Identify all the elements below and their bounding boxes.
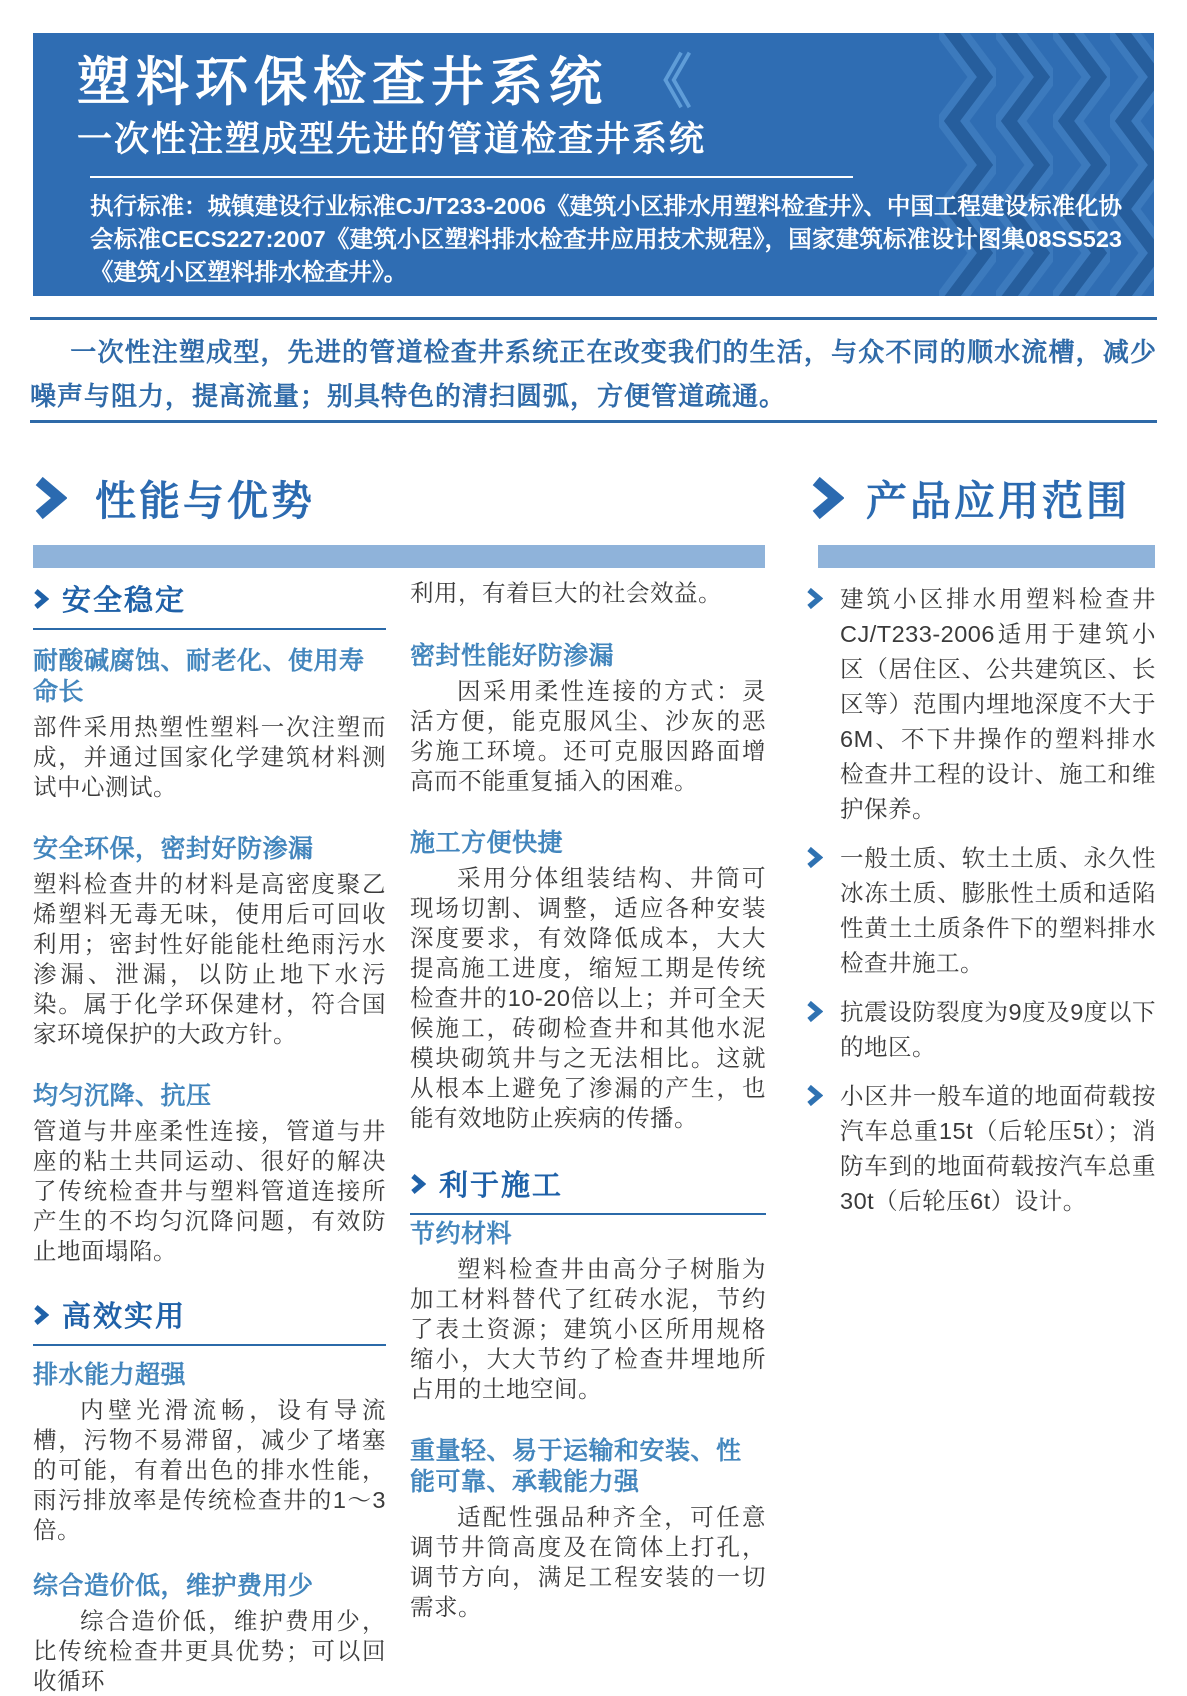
feature-heading: 耐酸碱腐蚀、耐老化、使用寿命长 [33, 647, 365, 706]
application-bullet-list [806, 582, 1156, 1219]
feature-body: 部件采用热塑性塑料一次注塑而成，并通过国家化学建筑材料测试中心测试。 [33, 714, 386, 800]
subsection-construction-friendly [410, 1163, 766, 1215]
feature-block [33, 1360, 386, 1545]
feature-body: 内壁光滑流畅，设有导流槽，污物不易滞留，减少了堵塞的可能，有着出色的排水性能，雨污排放率是传统检查井的1～3倍。 [33, 1397, 386, 1543]
performance-column-2 [410, 578, 766, 1622]
feature-body: 综合造价低，维护费用少，比传统检查井更具优势；可以回收循环 [33, 1608, 386, 1694]
feature-body: 管道与井座柔性连接，管道与井座的粘土共同运动、很好的解决了传统检查井与塑料管道连接所产生的不均匀沉降问题，有效防止地面塌陷。 [33, 1118, 386, 1264]
list-item [806, 1079, 1156, 1219]
feature-block [410, 828, 766, 1133]
bullet-text: 抗震设防裂度为9度及9度以下的地区。 [840, 999, 1156, 1060]
feature-body: 适配性强品种齐全，可任意调节井筒高度及在筒体上打孔，调节方向，满足工程安装的一切需求。 [410, 1504, 766, 1620]
performance-underline-bar [33, 545, 765, 568]
feature-heading: 密封性能好防渗漏 [410, 642, 615, 670]
feature-body: 采用分体组装结构、井筒可现场切割、调整，适应各种安装深度要求，有效降低成本，大大提高施工进度，缩短工期是传统检查井的10-20倍以上；并可全天候施工，砖砌检查井和其他水泥模块砌筑井与之无法相比。这就从根本上避免了渗漏的产生，也能有效地防止疾病的传播。 [410, 865, 766, 1131]
intro-paragraph: 一次性注塑成型，先进的管道检查井系统正在改变我们的生活，与众不同的顺水流槽，减少噪声与阻力，提高流量；别具特色的清扫圆弧，方便管道疏通。 [30, 337, 1157, 411]
subsection-efficient-practical [33, 1294, 386, 1346]
chevron-right-icon [33, 588, 49, 610]
section-performance-header [33, 468, 315, 527]
performance-column-1 [33, 578, 386, 1696]
header-divider-line [90, 176, 853, 178]
feature-heading: 重量轻、易于运输和安装、性能可靠、承载能力强 [410, 1437, 742, 1496]
feature-body: 塑料检查井的材料是高密度聚乙烯塑料无毒无味，使用后可回收利用；密封性好能能杜绝雨污水渗漏、泄漏，以防止地下水污染。属于化学环保建材，符合国家环境保护的大政方针。 [33, 871, 386, 1047]
bullet-text: 一般土质、软土土质、永久性冰冻土质、膨胀性土质和适陷性黄土土质条件下的塑料排水检查井施工。 [840, 845, 1156, 976]
page-title: 塑料环保检查井系统 [77, 53, 608, 112]
list-item [806, 582, 1156, 827]
bullet-text: 建筑小区排水用塑料检查井CJ/T233-2006适用于建筑小区（居住区、公共建筑区、长区等）范围内埋地深度不大于6M、不下井操作的塑料排水检查井工程的设计、施工和维护保养。 [840, 586, 1156, 822]
chevron-right-icon [806, 846, 823, 869]
title-guillemet-icon: 《 [634, 50, 693, 115]
list-item [806, 841, 1156, 981]
feature-block [410, 641, 766, 796]
feature-heading: 安全环保，密封好防渗漏 [33, 835, 314, 863]
intro-rule-bottom [30, 420, 1157, 423]
subsection-title: 利于施工 [439, 1170, 564, 1202]
application-underline-bar [818, 545, 1155, 568]
intro-rule-top [30, 317, 1157, 320]
feature-block [410, 1219, 766, 1404]
feature-block [33, 1081, 386, 1266]
bullet-text: 小区井一般车道的地面荷载按汽车总重15t（后轮压5t）；消防车到的地面荷载按汽车总重30t（后轮压6t）设计。 [840, 1083, 1156, 1214]
feature-block [33, 1571, 386, 1696]
subsection-safety-stability [33, 578, 386, 630]
chevron-right-icon [33, 1304, 49, 1326]
feature-body: 塑料检查井由高分子树脂为加工材料替代了红砖水泥，节约了表土资源；建筑小区所用规格缩小，大大节约了检查井埋地所占用的土地空间。 [410, 1256, 766, 1402]
header-banner [33, 33, 1154, 296]
feature-block [33, 646, 386, 802]
chevron-right-icon [410, 1173, 426, 1195]
feature-heading: 节约材料 [410, 1220, 513, 1248]
section-application-header [810, 468, 1130, 527]
subsection-title: 高效实用 [62, 1301, 187, 1333]
list-item [806, 995, 1156, 1065]
title-row [77, 50, 1137, 115]
feature-body: 因采用柔性连接的方式：灵活方便，能克服风尘、沙灰的恶劣施工环境。还可克服因路面增高而不能重复插入的困难。 [410, 678, 766, 794]
feature-heading: 综合造价低，维护费用少 [33, 1572, 314, 1600]
subsection-title: 安全稳定 [62, 585, 187, 617]
section-performance-title: 性能与优势 [95, 478, 315, 524]
chevron-right-icon [806, 587, 823, 610]
feature-heading: 排水能力超强 [33, 1361, 187, 1389]
feature-heading: 均匀沉降、抗压 [33, 1082, 212, 1110]
chevron-right-icon [33, 475, 67, 521]
chevron-right-icon [810, 475, 844, 521]
header-content [77, 50, 1137, 289]
feature-block [410, 1436, 766, 1622]
feature-block [33, 834, 386, 1049]
application-column [806, 578, 1156, 1233]
standards-text: 执行标准：城镇建设行业标准CJ/T233-2006《建筑小区排水用塑料检查井》、中国工程建设标准化协会标准CECS227:2007《建筑小区塑料排水检查井应用技术规程》，国家建筑标准设计图集08SS523《建筑小区塑料排水检查井》。 [90, 193, 1122, 285]
chevron-right-icon [806, 1000, 823, 1023]
page-subtitle: 一次性注塑成型先进的管道检查井系统 [77, 120, 707, 159]
section-application-title: 产品应用范围 [866, 478, 1130, 524]
feature-heading: 施工方便快捷 [410, 829, 564, 857]
continuation-text: 利用，有着巨大的社会效益。 [410, 580, 722, 606]
chevron-right-icon [806, 1084, 823, 1107]
